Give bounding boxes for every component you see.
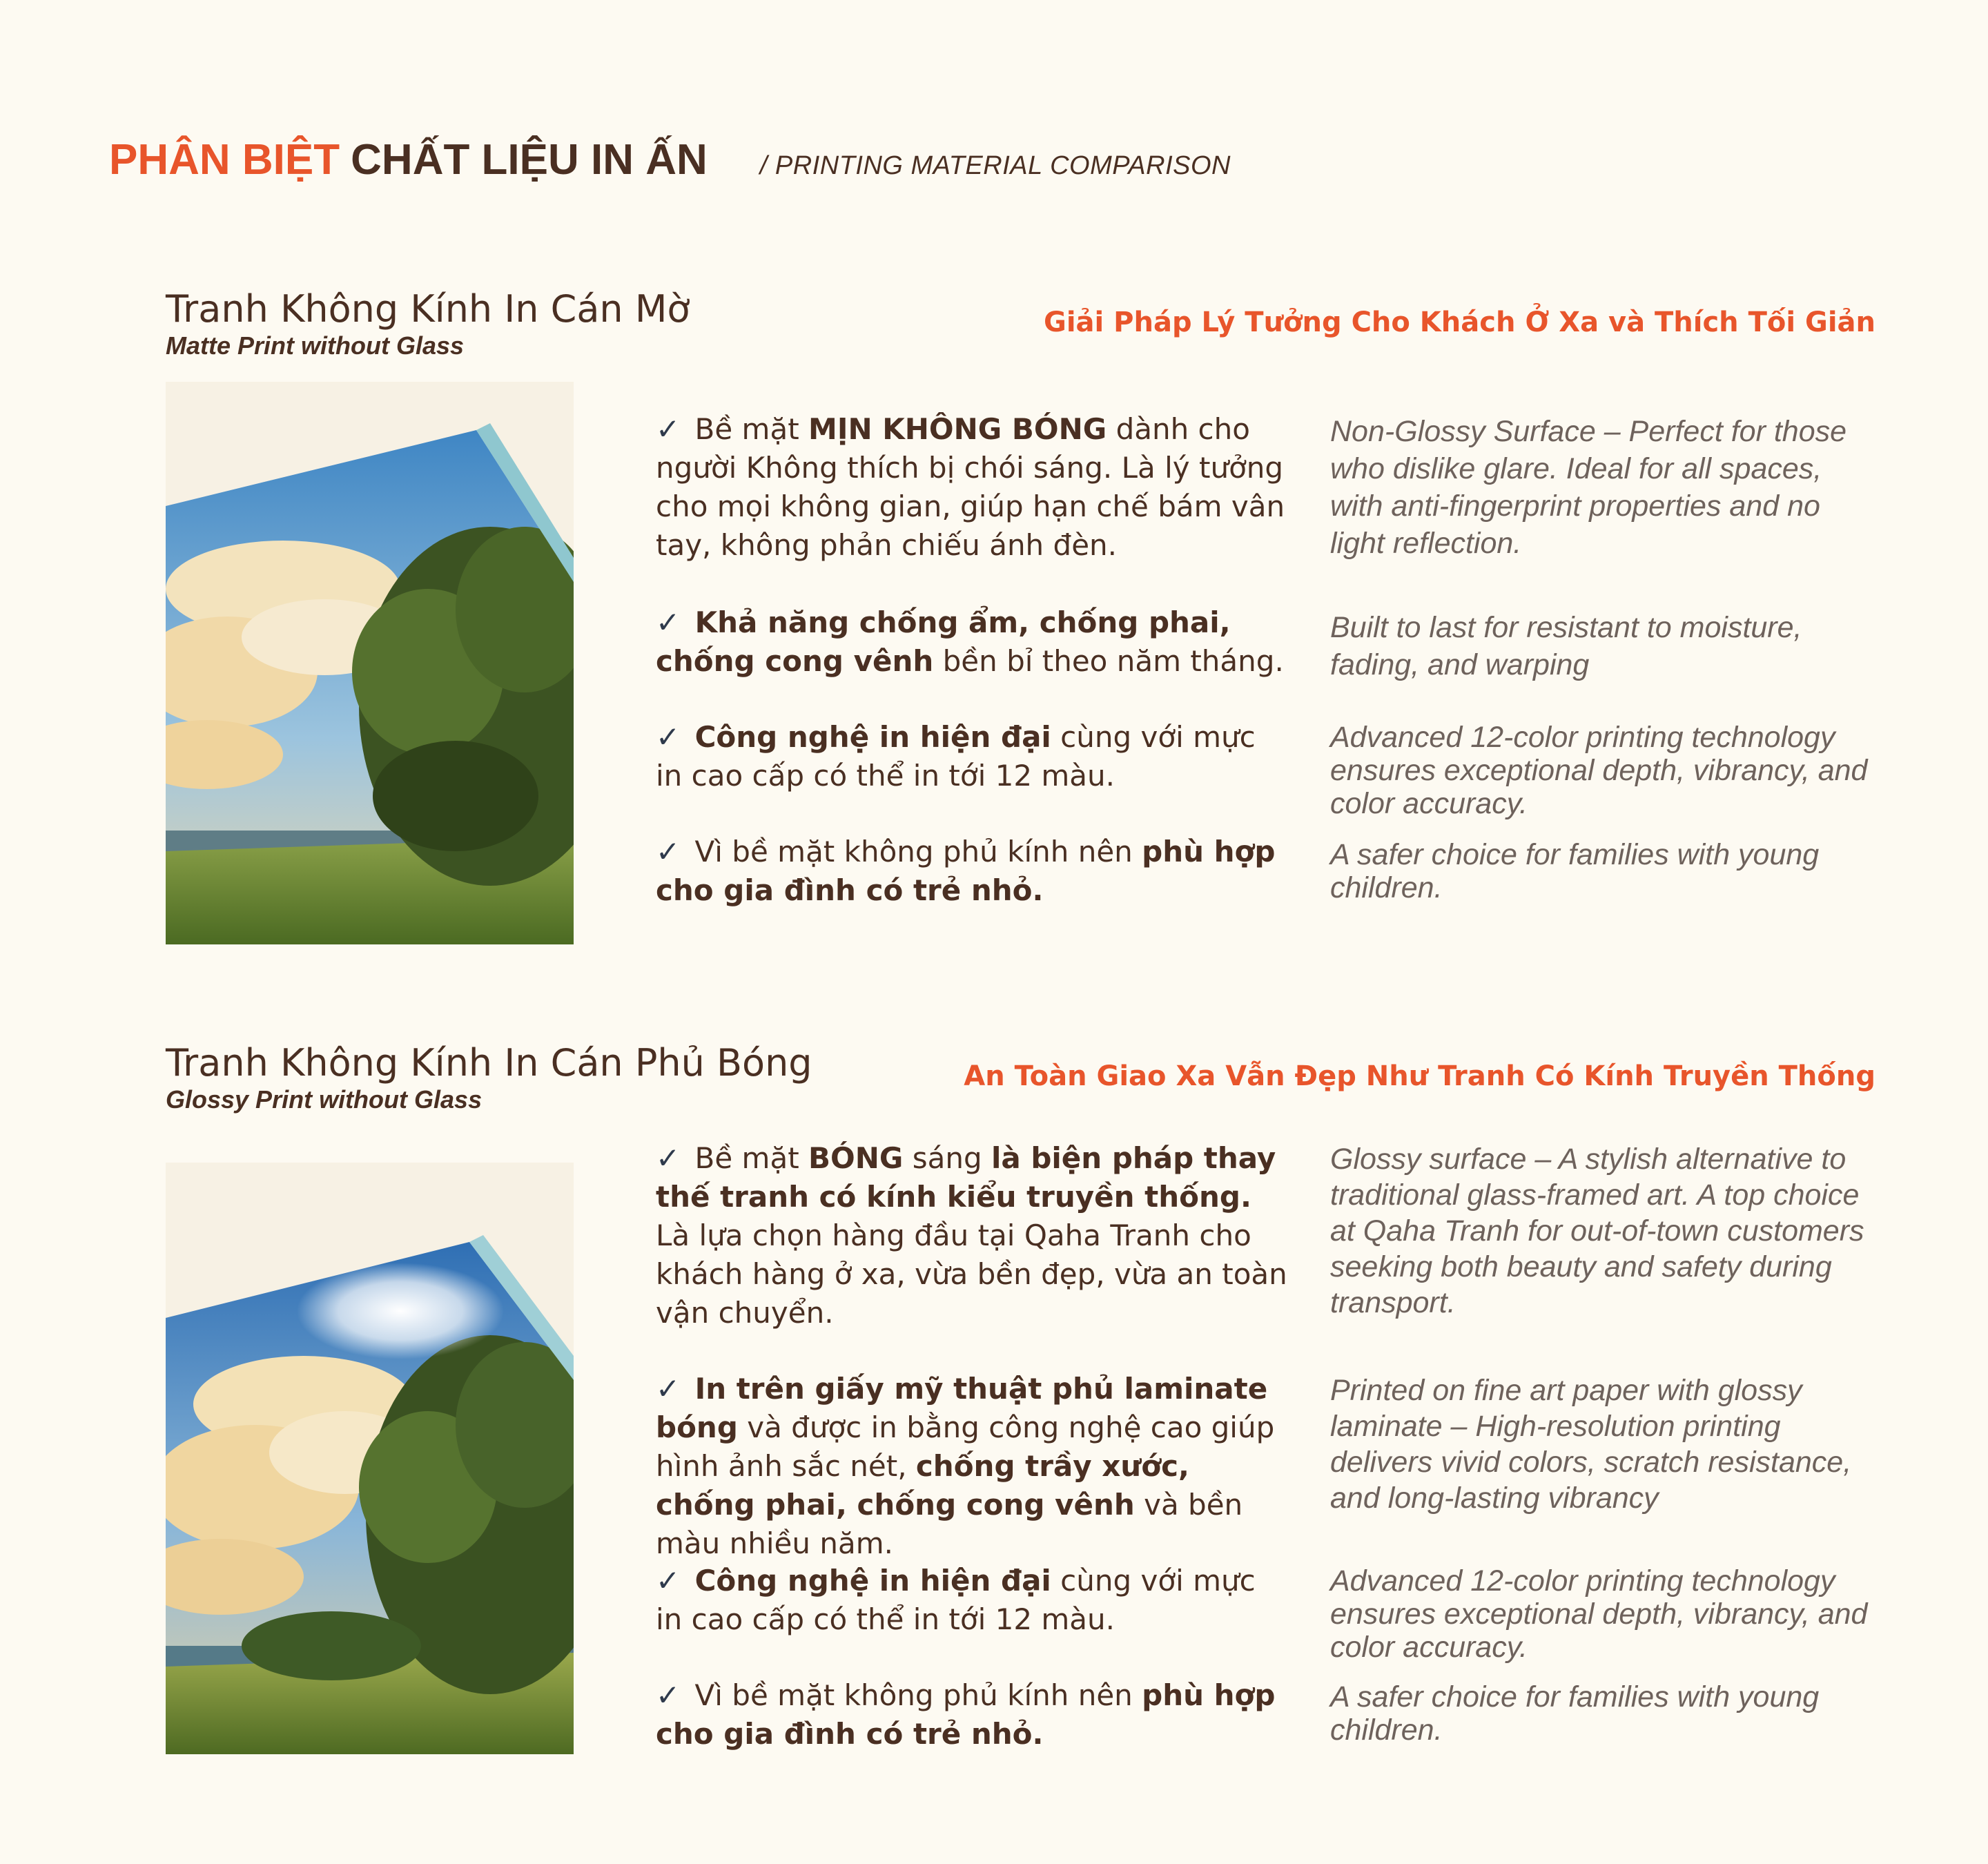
glossy-feature-en-3: Advanced 12-color printing technology ensures exceptional depth, vibrancy, and color accuracy. (1330, 1564, 1868, 1664)
glossy-feature-vi-3: ✓ Công nghệ in hiện đại cùng với mực in cao cấp có thể in tới 12 màu. (656, 1564, 1256, 1636)
page-header (109, 135, 1231, 184)
glossy-feature-vi-2: ✓ In trên giấy mỹ thuật phủ laminate bóng và được in bằng công nghệ cao giúp hình ảnh sắc nét, chống trầy xước, chống phai, chống cong vênh và bền màu nhiều năm. (656, 1372, 1275, 1560)
matte-feature-vi-2: ✓ Khả năng chống ẩm, chống phai, chống cong vênh bền bỉ theo năm tháng. (656, 605, 1284, 678)
section-subtitle: Matte Print without Glass (166, 331, 465, 360)
matte-feature-en-1: Non-Glossy Surface – Perfect for those who dislike glare. Ideal for all spaces, with anti-fingerprint properties and no light reflection. (1330, 415, 1847, 560)
section-tagline: An Toàn Giao Xa Vẫn Đẹp Như Tranh Có Kính Truyền Thống (964, 1060, 1875, 1092)
check-icon: ✓ (656, 1678, 681, 1712)
matte-feature-vi-4: ✓ Vì bề mặt không phủ kính nên phù hợp cho gia đình có trẻ nhỏ. (656, 835, 1276, 907)
section-title: Tranh Không Kính In Cán Phủ Bóng (166, 1041, 812, 1085)
check-icon: ✓ (656, 835, 681, 868)
glossy-feature-en-4: A safer choice for families with young children. (1330, 1680, 1820, 1747)
section-tagline: Giải Pháp Lý Tưởng Cho Khách Ở Xa và Thích Tối Giản (1044, 307, 1875, 338)
matte-feature-en-3: Advanced 12-color printing technology ensures exceptional depth, vibrancy, and color accuracy. (1330, 721, 1868, 820)
section-subtitle: Glossy Print without Glass (166, 1085, 483, 1114)
page-title: CHẤT LIỆU IN ẤN (351, 136, 708, 184)
check-icon: ✓ (656, 605, 681, 639)
glossy-painting-image (166, 1163, 574, 1754)
glossy-feature-vi-1: ✓ Bề mặt BÓNG sáng là biện pháp thay thế tranh có kính kiểu truyền thống. Là lựa chọn hàng đầu tại Qaha Tranh cho khách hàng ở xa, vừa bền đẹp, vừa an toàn vận chuyển. (656, 1141, 1287, 1330)
check-icon: ✓ (656, 720, 681, 754)
glossy-feature-en-2: Printed on fine art paper with glossy laminate – High-resolution printing delivers vivid colors, scratch resistance, and long-lasting vibrancy (1330, 1374, 1852, 1515)
glossy-feature-en-1: Glossy surface – A stylish alternative to traditional glass-framed art. A top choice at Qaha Tranh for out-of-town customers seeking both beauty and safety during transport. (1330, 1143, 1864, 1319)
section-title: Tranh Không Kính In Cán Mờ (166, 287, 690, 331)
matte-feature-vi-1: ✓ Bề mặt MỊN KHÔNG BÓNG dành cho người Không thích bị chói sáng. Là lý tưởng cho mọi không gian, giúp hạn chế bám vân tay, không phản chiếu ánh đèn. (656, 412, 1285, 562)
check-icon: ✓ (656, 1141, 681, 1175)
check-icon: ✓ (656, 1372, 681, 1406)
check-icon: ✓ (656, 412, 681, 446)
check-icon: ✓ (656, 1564, 681, 1598)
matte-painting-image (166, 382, 574, 944)
glossy-feature-vi-4: ✓ Vì bề mặt không phủ kính nên phù hợp cho gia đình có trẻ nhỏ. (656, 1678, 1276, 1751)
matte-feature-vi-3: ✓ Công nghệ in hiện đại cùng với mực in cao cấp có thể in tới 12 màu. (656, 720, 1256, 793)
page-title-accent: PHÂN BIỆT (109, 136, 340, 184)
matte-feature-en-2: Built to last for resistant to moisture, fading, and warping (1330, 611, 1802, 681)
matte-feature-en-4: A safer choice for families with young children. (1330, 838, 1820, 904)
page-subtitle: / PRINTING MATERIAL COMPARISON (759, 151, 1231, 180)
